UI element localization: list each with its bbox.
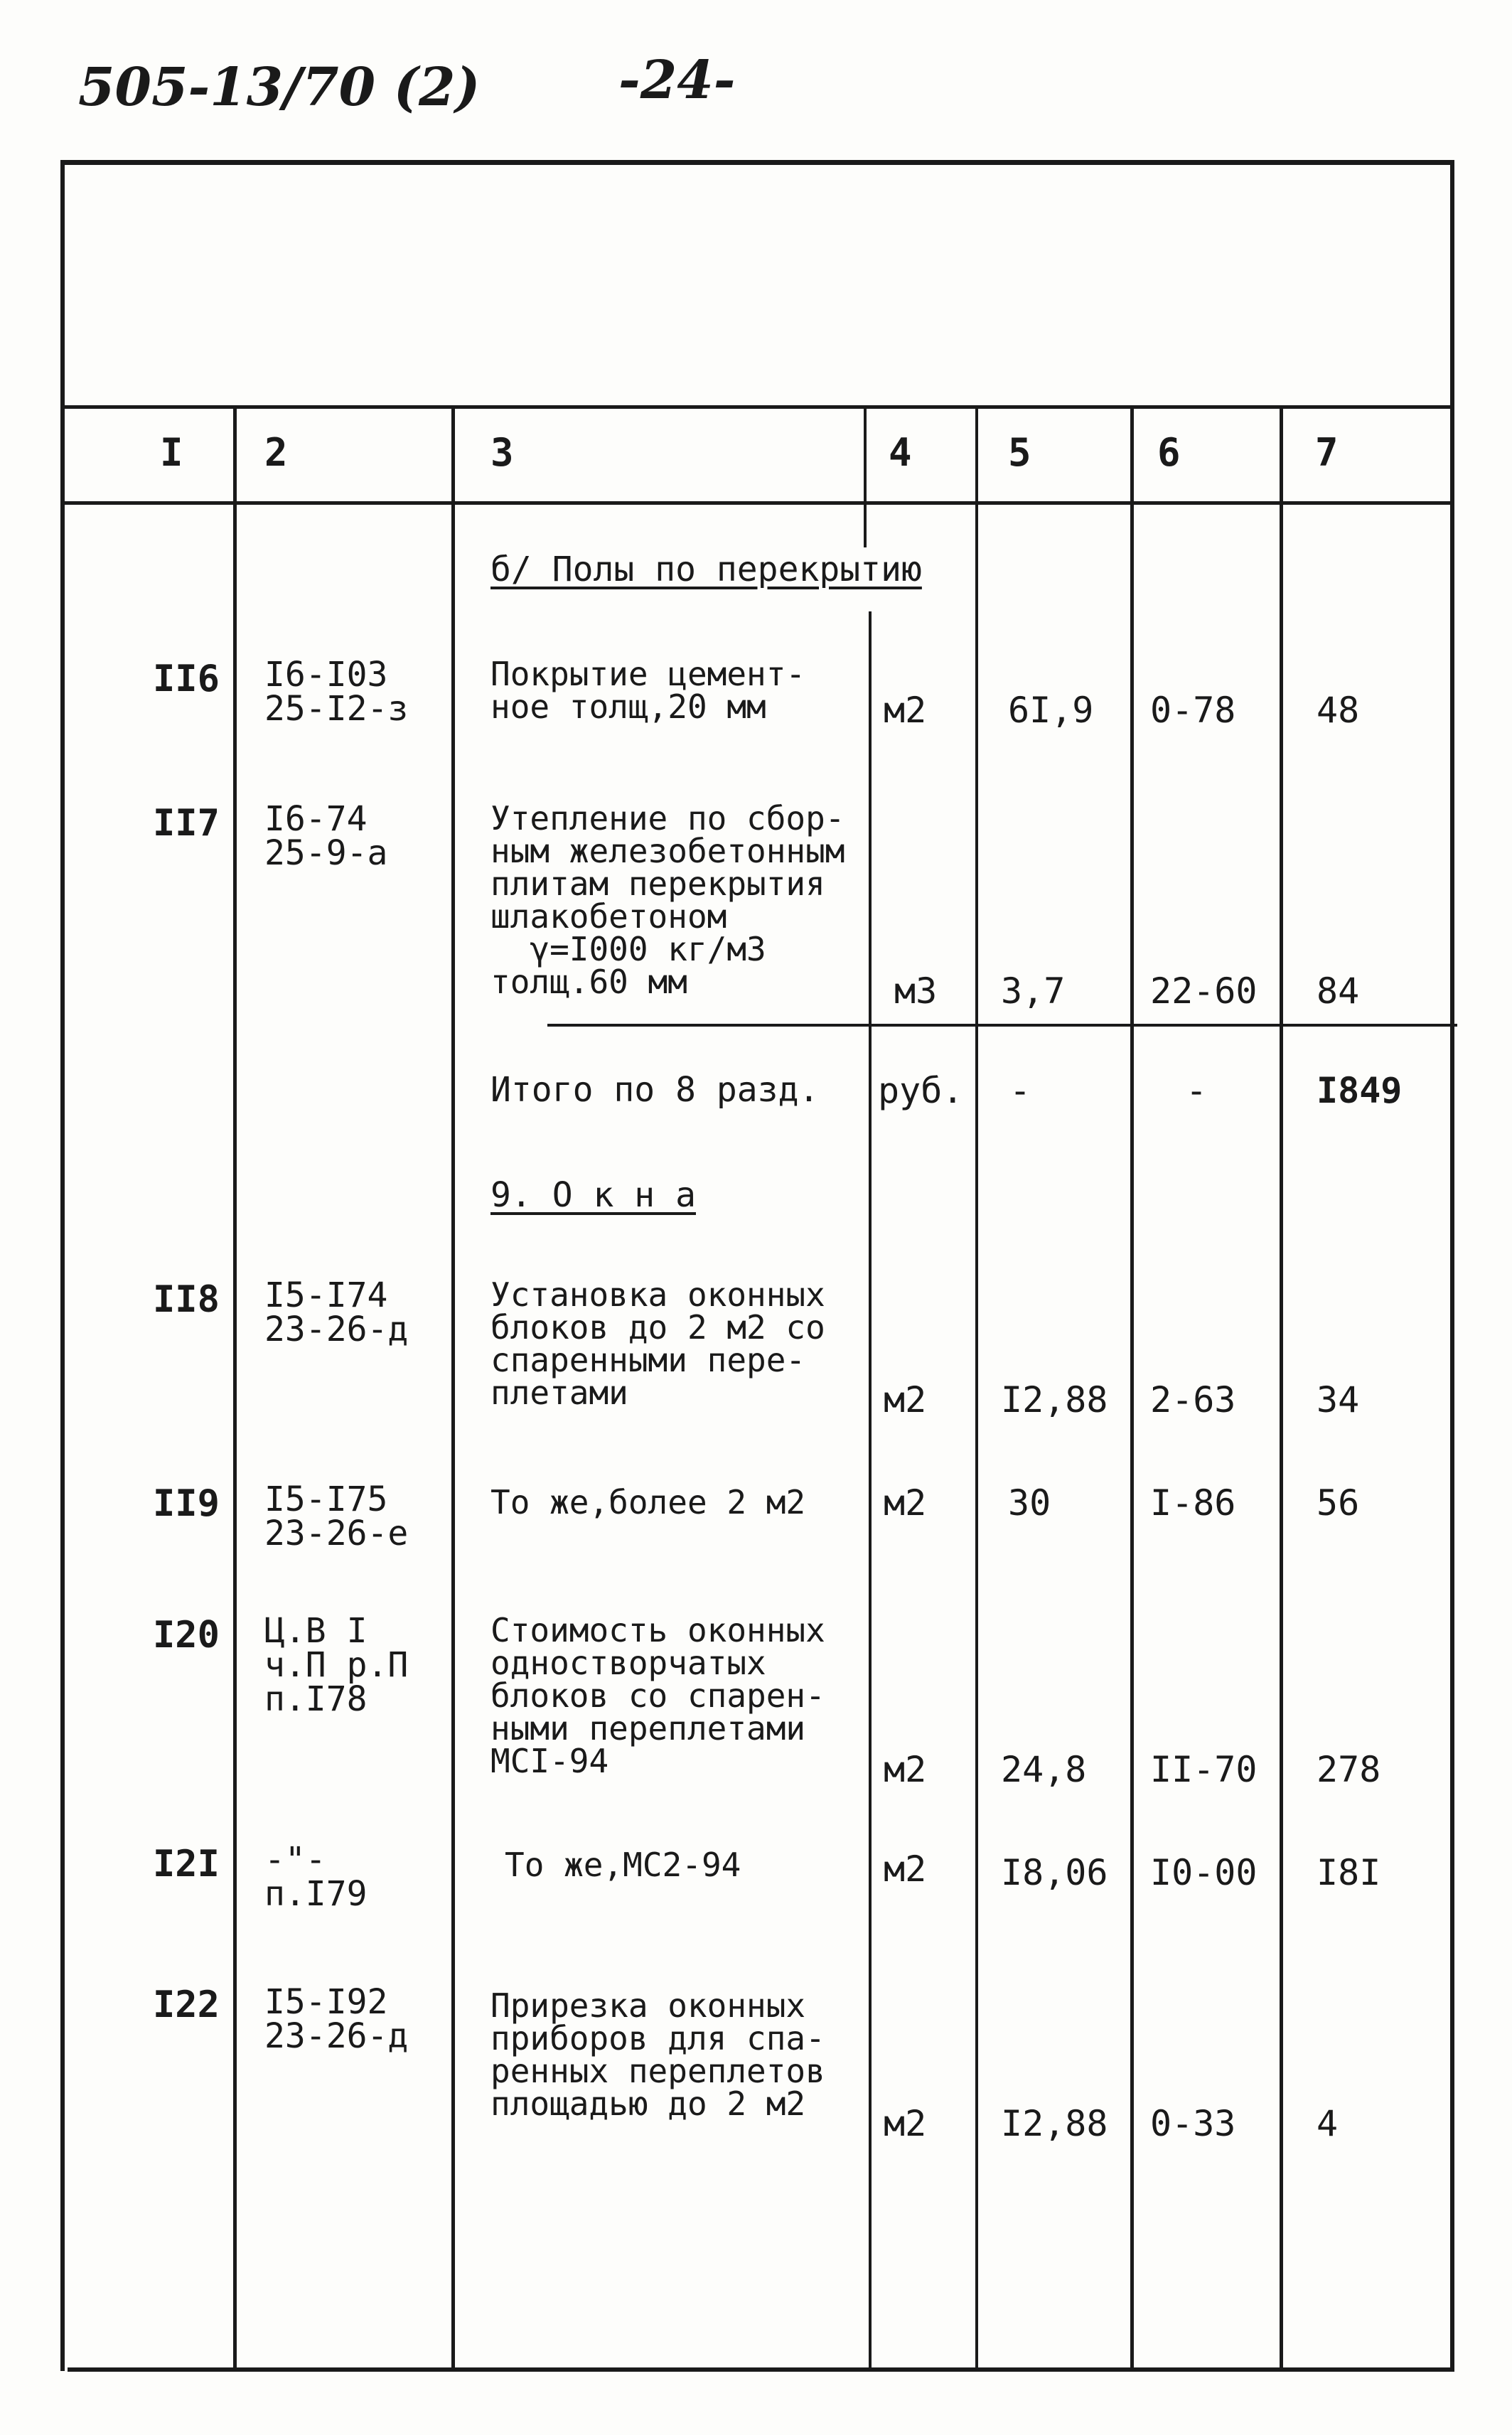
header-col-2: 2 bbox=[264, 430, 288, 475]
norm-code: I5-I74 23-26-д bbox=[264, 1275, 409, 1349]
unit-price: 22-60 bbox=[1150, 970, 1258, 1012]
row-number: II8 bbox=[153, 1278, 220, 1321]
quantity: 24,8 bbox=[1001, 1749, 1087, 1790]
norm-code: I6-I03 25-I2-з bbox=[264, 655, 409, 729]
unit-price: 2-63 bbox=[1150, 1379, 1236, 1420]
header-col-1: I bbox=[160, 430, 183, 475]
row-number: II7 bbox=[153, 802, 220, 845]
unit-price: 0-33 bbox=[1150, 2103, 1236, 2144]
total-cost: 48 bbox=[1317, 690, 1360, 731]
unit: м2 bbox=[884, 690, 927, 731]
row-number: I2I bbox=[153, 1843, 220, 1885]
total-cost: I8I bbox=[1317, 1852, 1381, 1893]
total-cost: 56 bbox=[1317, 1482, 1360, 1524]
quantity: 3,7 bbox=[1001, 970, 1066, 1012]
quantity: 6I,9 bbox=[1008, 690, 1094, 731]
total-cost: 34 bbox=[1317, 1379, 1360, 1420]
work-description: Установка оконных блоков до 2 м2 со спаренными пере- плетами bbox=[490, 1275, 825, 1412]
unit-price: - bbox=[1186, 1070, 1208, 1111]
unit-price: I0-00 bbox=[1150, 1852, 1258, 1893]
work-description: Покрытие цемент- ное толщ,20 мм bbox=[490, 655, 806, 726]
unit-price: 0-78 bbox=[1150, 690, 1236, 731]
unit-price: I-86 bbox=[1150, 1482, 1236, 1524]
section-title-windows: 9. О к н а bbox=[490, 1175, 696, 1215]
norm-code: I5-I92 23-26-д bbox=[264, 1982, 409, 2056]
norm-code: I6-74 25-9-а bbox=[264, 799, 388, 873]
quantity: I2,88 bbox=[1001, 1379, 1108, 1420]
header-col-3: 3 bbox=[490, 430, 514, 475]
header-col-5: 5 bbox=[1008, 430, 1031, 475]
row-number: I22 bbox=[153, 1984, 220, 2026]
unit: м2 bbox=[884, 1848, 927, 1890]
row-number: I20 bbox=[153, 1614, 220, 1657]
document-code: 505-13/70 (2) bbox=[78, 57, 481, 118]
header-col-7: 7 bbox=[1315, 430, 1339, 475]
unit: м2 bbox=[884, 1482, 927, 1524]
work-description: Прирезка оконных приборов для спа- ренных переплетов площадью до 2 м2 bbox=[490, 1986, 825, 2123]
unit: м2 bbox=[884, 1379, 927, 1420]
row-number: II9 bbox=[153, 1482, 220, 1525]
total-cost: 84 bbox=[1317, 970, 1360, 1012]
section-title-floors: б/ Полы по перекрытию bbox=[490, 550, 922, 589]
unit-price: II-70 bbox=[1150, 1749, 1258, 1790]
quantity: 30 bbox=[1008, 1482, 1051, 1524]
unit: м2 bbox=[884, 2103, 927, 2144]
norm-code: I5-I75 23-26-е bbox=[264, 1479, 409, 1553]
subtotal-label: Итого по 8 разд. bbox=[490, 1070, 820, 1110]
total-cost: 4 bbox=[1317, 2103, 1339, 2144]
unit: руб. bbox=[878, 1070, 964, 1111]
total-cost: I849 bbox=[1317, 1070, 1403, 1111]
norm-code: Ц.В I ч.П р.П п.I78 bbox=[264, 1611, 409, 1719]
unit: м2 bbox=[884, 1749, 927, 1790]
row-number: II6 bbox=[153, 658, 220, 700]
page-number: -24- bbox=[618, 50, 736, 111]
unit: м3 bbox=[894, 970, 938, 1012]
work-description: Стоимость оконных одностворчатых блоков со спарен- ными переплетами МСI-94 bbox=[490, 1611, 825, 1780]
total-cost: 278 bbox=[1317, 1749, 1381, 1790]
quantity: - bbox=[1009, 1070, 1031, 1111]
header-col-4: 4 bbox=[889, 430, 912, 475]
work-description: Утепление по сбор- ным железобетонным плитам перекрытия шлакобетоном γ=I000 кг/м3 толщ.60 мм bbox=[490, 799, 845, 1001]
norm-code: -"- п.I79 bbox=[264, 1840, 368, 1914]
quantity: I8,06 bbox=[1001, 1852, 1108, 1893]
header-col-6: 6 bbox=[1157, 430, 1181, 475]
work-description: То же,МС2-94 bbox=[505, 1846, 741, 1884]
work-description: То же,более 2 м2 bbox=[490, 1483, 806, 1521]
quantity: I2,88 bbox=[1001, 2103, 1108, 2144]
